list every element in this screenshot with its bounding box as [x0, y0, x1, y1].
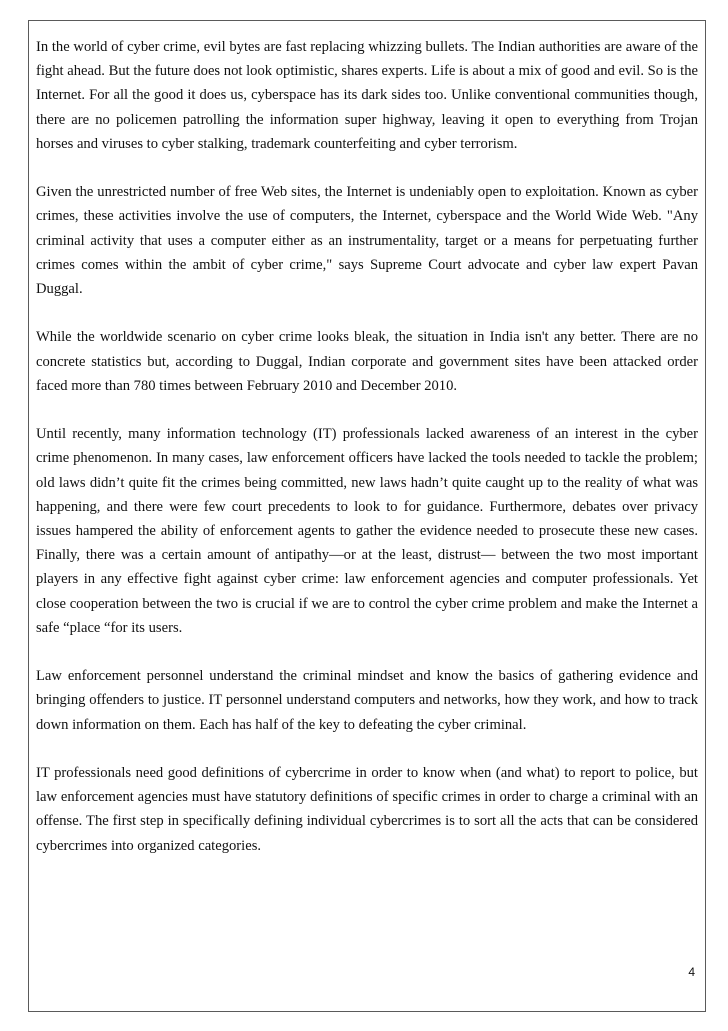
paragraph-definitions-needed: IT professionals need good definitions of cybercrime in order to know when (and what) to report to police, but law enforcement agencies must have statutory definitions of specific crimes in order to charge a criminal with an offense. The first step in specifically defining individual cybercrimes is to sort all the acts that can be considered cybercrimes into organized categories.: [36, 765, 698, 854]
paragraph-it-professionals: Until recently, many information technology (IT) professionals lacked awareness of an interest in the cyber crime phenomenon. In many cases, law enforcement officers have lacked the tools needed to tackle the problem; old laws didn’t quite fit the crimes being committed, new laws hadn’t quite caught up to the reality of what was happening, and there were few court precedents to look to for guidance. Furthermore, debates over privacy issues hampered the ability of enforcement agents to gather the evidence needed to prosecute these new cases. Finally, there was a certain amount of antipathy—or at the least, distrust— between the two most important players in any effective fight against cyber crime: law enforcement agencies and computer professionals. Yet close cooperation between the two is crucial if we are to control the cyber crime problem and make the Internet a safe “place “for its users.: [36, 426, 698, 636]
paragraph-intro: In the world of cyber crime, evil bytes are fast replacing whizzing bullets. The Indian authorities are aware of the fight ahead. But the future does not look optimistic, shares experts. Life is about a mix of good and evil. So is the Internet. For all the good it does us, cyberspace has its dark sides too. Unlike conventional communities though, there are no policemen patrolling the information super highway, leaving it open to everything from Trojan horses and viruses to cyber stalking, trademark counterfeiting and cyber terrorism.: [36, 39, 698, 152]
page-number: 4: [688, 965, 695, 979]
document-body: [36, 35, 698, 882]
paragraph-law-enforcement: Law enforcement personnel understand the criminal mindset and know the basics of gathering evidence and bringing offenders to justice. IT personnel understand computers and networks, how they work, and how to track down information on them. Each has half of the key to defeating the cyber criminal.: [36, 668, 698, 733]
paragraph-india-scenario: While the worldwide scenario on cyber crime looks bleak, the situation in India isn't any better. There are no concrete statistics but, according to Duggal, Indian corporate and government sites have been attacked order faced more than 780 times between February 2010 and December 2010.: [36, 329, 698, 394]
page-frame: [28, 20, 706, 1012]
paragraph-definition: Given the unrestricted number of free Web sites, the Internet is undeniably open to exploitation. Known as cyber crimes, these activities involve the use of computers, the Internet, cyberspace and the World Wide Web. "Any criminal activity that uses a computer either as an instrumentality, target or a means for perpetuating further crimes comes within the ambit of cyber crime," says Supreme Court advocate and cyber law expert Pavan Duggal.: [36, 184, 698, 298]
